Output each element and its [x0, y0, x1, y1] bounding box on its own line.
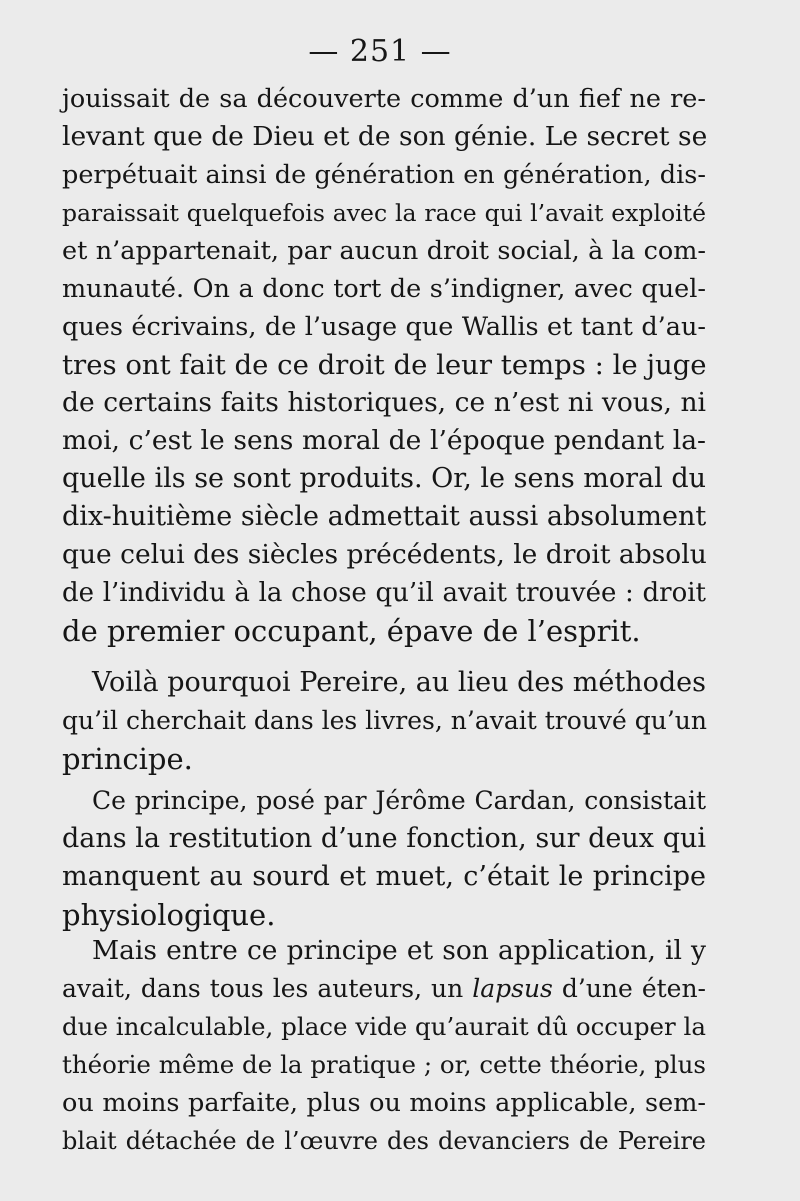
text-line: dans la restitution d’une fonction, sur deux qui — [62, 823, 706, 854]
text-line: quelle ils se sont produits. Or, le sens moral du — [62, 463, 707, 494]
text-line: qu’il cherchait dans les livres, n’avait trouvé qu’un — [62, 706, 708, 735]
text-line: blait détachée de l’œuvre des devanciers de Pereire — [62, 1127, 706, 1155]
text-line: perpétuait ainsi de génération en génération, dis- — [62, 160, 706, 190]
page-number: — 251 — — [308, 34, 452, 69]
italic-word: lapsus — [472, 974, 553, 1003]
text-line: manquent au sourd et muet, c’était le principe — [62, 861, 706, 892]
text-line: Voilà pourquoi Pereire, au lieu des méthodes — [92, 667, 706, 698]
text-line: ques écrivains, de l’usage que Wallis et tant d’au- — [62, 312, 706, 342]
text-line: Mais entre ce principe et son application, il y — [92, 935, 706, 966]
text-line: Ce principe, posé par Jérôme Cardan, consistait — [92, 786, 706, 815]
text-line: que celui des siècles précédents, le droit absolu — [62, 539, 707, 570]
text-line: ou moins parfaite, plus ou moins applicable, sem- — [62, 1088, 706, 1118]
text-line: jouissait de sa découverte comme d’un fief ne re- — [62, 84, 706, 114]
text-segment: avait, dans tous les auteurs, un — [62, 974, 473, 1003]
text-line: théorie même de la pratique ; or, cette théorie, plus — [62, 1050, 706, 1079]
text-line: munauté. On a donc tort de s’indigner, avec quel- — [62, 274, 706, 304]
text-line: de l’individu à la chose qu’il avait trouvée : droit — [62, 578, 706, 608]
text-line: paraissait quelquefois avec la race qui l’avait exploité — [62, 199, 706, 227]
text-line: levant que de Dieu et de son génie. Le secret se — [62, 121, 708, 152]
text-line: dix-huitième siècle admettait aussi absolument — [62, 501, 707, 532]
text-line: de premier occupant, épave de l’esprit. — [62, 614, 641, 648]
text-line: tres ont fait de ce droit de leur temps : le juge — [62, 349, 707, 381]
text-segment: d’une éten- — [552, 974, 706, 1003]
text-line: moi, c’est le sens moral de l’époque pendant la- — [62, 425, 706, 456]
text-line: principe. — [62, 742, 193, 776]
text-line: physiologique. — [62, 898, 276, 932]
text-line — [62, 970, 706, 1008]
text-line: et n’appartenait, par aucun droit social, à la com- — [62, 236, 706, 266]
text-line: due incalculable, place vide qu’aurait dû occuper la — [62, 1012, 706, 1041]
text-line: de certains faits historiques, ce n’est ni vous, ni — [62, 387, 706, 418]
